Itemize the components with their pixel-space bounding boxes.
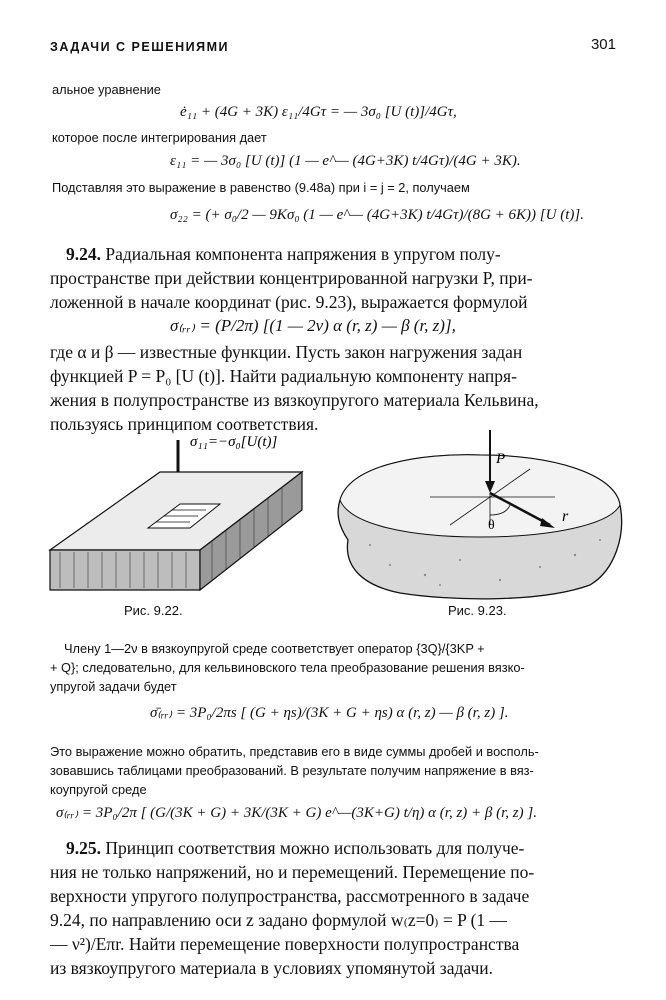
running-head: ЗАДАЧИ С РЕШЕНИЯМИ <box>50 40 230 54</box>
text-line: Подставляя это выражение в равенство (9.48а) при i = j = 2, получаем <box>52 180 470 195</box>
figure-9-23-caption: Рис. 9.23. <box>448 603 507 618</box>
text-line: ложенной в начале координат (рис. 9.23), выражается формулой <box>50 292 528 312</box>
equation-2: ε₁₁ = — 3σ₀ [U (t)] (1 — e^— (4G+3K) t/4Gτ)/(4G + 3K). <box>170 153 521 169</box>
problem-number: 9.25. <box>66 838 101 858</box>
text-line: пространстве при действии концентрированной нагрузки P, при- <box>50 268 533 288</box>
text-line: из вязкоупругого материала в условиях упомянутой задачи. <box>50 958 493 978</box>
half-space-surface <box>340 455 620 537</box>
text-line: верхности упругого полупространства, рассмотренного в задаче <box>50 886 530 906</box>
text-line: 9.24, по направлению оси z задано формулой w₍z=0₎ = P (1 — <box>50 910 508 930</box>
page-header <box>50 36 616 62</box>
text-line: коупругой среде <box>50 782 147 797</box>
load-label: σ₁₁=−σ₀[U(t)] <box>190 434 278 450</box>
equation-6: σ₍ᵣᵣ₎ = 3P₀/2π [ (G/(3K + G) + 3K/(3K + G) e^—(3K+G) t/η) α (r, z) + β (r, z) ]. <box>56 805 537 821</box>
figure-9-22-caption: Рис. 9.22. <box>124 603 183 618</box>
text-line: Это выражение можно обратить, представив его в виде суммы дробей и восполь- <box>50 744 539 759</box>
figure-9-22 <box>40 430 310 605</box>
equation-1: ė₁₁ + (4G + 3K) ε₁₁/4Gτ = — 3σ₀ [U (t)]/4Gτ, <box>180 104 457 120</box>
text-line: функцией P = P₀ [U (t)]. Найти радиальную компоненту напря- <box>50 366 517 386</box>
equation-5: σ̄₍ᵣᵣ₎ = 3P₀/2πs [ (G + ηs)/(3K + G + ηs) α (r, z) — β (r, z) ]. <box>150 705 509 721</box>
figure-9-23 <box>330 425 626 603</box>
page-number: 301 <box>590 36 616 53</box>
block-front-face <box>50 550 200 590</box>
text-line: упругой задачи будет <box>50 679 177 694</box>
problem-9-24-line <box>66 244 501 265</box>
p-label: P <box>496 451 506 467</box>
problem-text: Радиальная компонента напряжения в упругом полу- <box>101 244 501 264</box>
text-line: — ν²)/Eπr. Найти перемещение поверхности полупространства <box>50 934 520 954</box>
text-line: жения в полупространстве из вязкоупругого материала Кельвина, <box>50 390 539 410</box>
text-line: зовавшись таблицами преобразований. В результате получим напряжение в вяз- <box>50 763 534 778</box>
text-line: ния не только напряжений, но и перемещений. Перемещение по- <box>50 862 535 882</box>
problem-9-25-line <box>66 838 524 859</box>
text-line: пользуясь принципом соответствия. <box>50 414 319 434</box>
theta-label: θ <box>488 518 495 533</box>
problem-number: 9.24. <box>66 244 101 264</box>
text-line: + Q}; следовательно, для кельвиновского тела преобразование решения вязко- <box>50 660 525 675</box>
text-line: Члену 1—2ν в вязкоупругой среде соответствует оператор {3Q}/{3KP + <box>64 641 485 656</box>
text-line: где α и β — известные функции. Пусть закон нагружения задан <box>50 342 523 362</box>
problem-text: Принцип соответствия можно использовать для получе- <box>101 838 525 858</box>
r-label: r <box>562 508 569 525</box>
equation-4: σ₍ᵣᵣ₎ = (P/2π) [(1 — 2ν) α (r, z) — β (r, z)], <box>170 316 456 335</box>
text-line: которое после интегрирования дает <box>52 130 267 145</box>
equation-3: σ₂₂ = (+ σ₀/2 — 9Kσ₀ (1 — e^— (4G+3K) t/4Gτ)/(8G + 6K)) [U (t)]. <box>170 207 584 223</box>
text-line: альное уравнение <box>52 82 161 97</box>
